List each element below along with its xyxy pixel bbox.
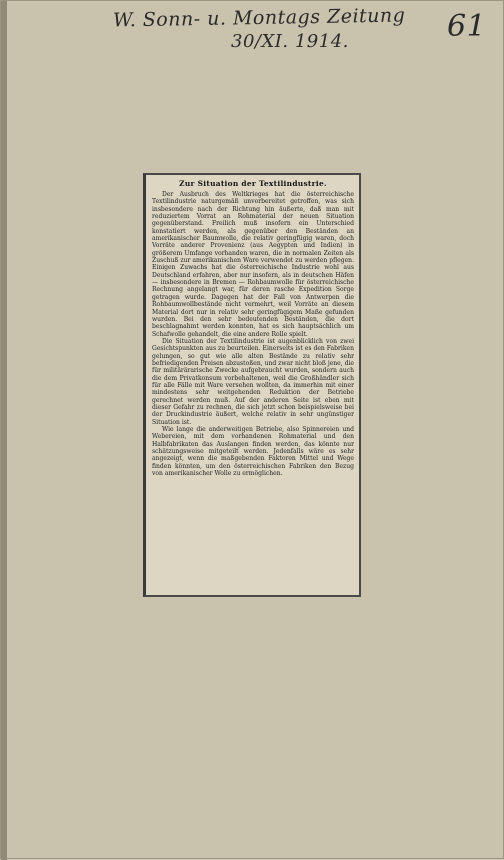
- article-paragraph: Der Ausbruch des Weltkrieges hat die österreichische Textilindustrie naturgemäß unvorbereitet getroffen, was sich insbesondere nach der Richtung hin äußerte, daß man mit reduziertem Vorrat an Rohmaterial der neuen Situation gegenüberstand. Freilich muß insofern ein Unterschied konstatiert werden, als gegenüber den Beständen an amerikanischer Baumwolle, die relativ geringfügig waren, doch Vorräte anderer Provenienz (aus Aegypten und Indien) in größerem Umfange vorhanden waren, die in normalen Zeiten als Zuschuß zur amerikanischen Ware verwendet zu werden pflegen. Einigen Zuwachs hat die österreichische Industrie wohl aus Deutschland erfahren, aber nur insofern, als in deutschen Häfen — insbesondere in Bremen — Rohbaumwolle für österreichische Rechnung angelangt war, für deren rasche Expedition Sorge getragen wurde. Dagegen hat der Fall von Antwerpen die Rohbaumwollbestände nicht vermehrt, weil Vorräte an diesem Material dort nur in relativ sehr geringfügigem Maße gefunden wurden. Bei den sehr bedeutenden Beständen, die dort beschlagnahmt werden konnten, hat es sich hauptsächlich um Schafwolle gehandelt, die eine andere Rolle spielt.: [152, 191, 354, 338]
- folio-number: 61: [447, 9, 487, 44]
- newspaper-clipping: [143, 173, 361, 597]
- article-paragraph: Wie lange die anderweitigen Betriebe, also Spinnereien und Webereien, mit dem vorhandenen Rohmaterial und den Halbfabrikaten das Auslangen finden werden, das könnte nur schätzungsweise mitgeteilt werden. Jedenfalls wäre es sehr angezeigt, wenn die maßgebenden Faktoren Mittel und Wege finden könnten, um den österreichischen Fabriken den Bezug von amerikanischer Wolle zu ermöglichen.: [152, 426, 354, 478]
- article-title: Zur Situation der Textilindustrie.: [179, 179, 327, 188]
- article-paragraph: Die Situation der Textilindustrie ist augenblicklich von zwei Gesichtspunkten aus zu beurteilen. Einerseits ist es den Fabriken gelungen, so gut wie alle alten Bestände zu relativ sehr befriedigenden Preisen abzustoßen, und zwar nicht bloß jene, die für militärärarische Zwecke aufgebraucht wurden, sondern auch die dem Privatkonsum vorbehaltenen, weil die Großhändler sich für alle Fälle mit Ware versehen wollten, da immerhin mit einer mindestens sehr weitgehenden Reduktion der Betriebe gerechnet werden muß. Auf der anderen Seite ist eben mit dieser Gefahr zu rechnen, die sich jetzt schon beispielsweise bei der Druckindustrie äußert, welche relativ in sehr ungünstiger Situation ist.: [152, 337, 354, 426]
- sheet-edge: [1, 1, 7, 860]
- handwritten-source: W. Sonn- u. Montags Zeitung: [112, 4, 406, 32]
- handwritten-date: 30/XI. 1914.: [231, 31, 349, 52]
